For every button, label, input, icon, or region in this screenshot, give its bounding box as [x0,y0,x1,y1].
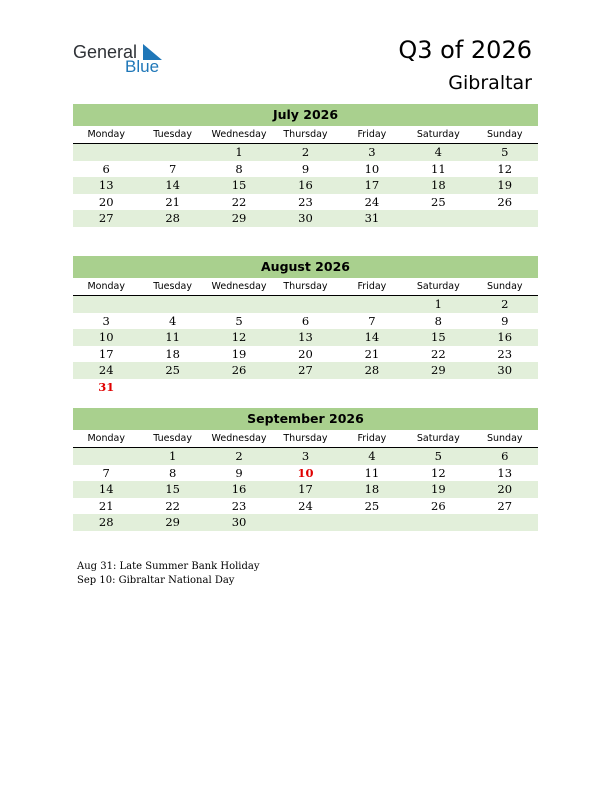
weekday-label: Friday [357,129,387,140]
day-cell: 1 [235,145,243,159]
day-cell: 11 [431,161,446,176]
month-title: September 2026 [73,408,538,430]
day-cell: 26 [431,498,446,513]
day-cell: 14 [98,482,114,496]
day-cell: 31 [364,211,380,225]
day-cell [206,296,272,313]
holiday-note: Aug 31: Late Summer Bank Holiday [77,561,260,572]
weekday-label: Wednesday [211,281,267,292]
day-cell: 3 [102,313,110,328]
week-row [73,448,538,465]
day-cell: 2 [235,449,243,463]
day-cell: 17 [98,346,114,361]
day-cell: 4 [368,449,376,463]
day-cell: 26 [497,194,513,209]
generalblue-logo [73,42,173,78]
day-cell: 28 [98,515,114,529]
weekday-label: Wednesday [211,433,267,444]
week-row [73,362,538,379]
week-row [73,296,538,313]
day-cell: 9 [301,161,310,176]
day-cell: 21 [165,194,180,209]
day-cell: 29 [165,515,180,529]
day-cell: 19 [497,178,513,192]
day-cell: 4 [434,145,442,159]
day-cell: 24 [98,363,114,377]
week-row [73,514,538,531]
weekday-label: Monday [87,281,125,292]
day-cell: 7 [102,465,110,480]
day-cell: 30 [298,211,313,225]
weekday-label: Sunday [486,433,523,444]
week-row [73,346,538,363]
weekday-label: Saturday [416,129,460,140]
week-row [73,144,538,161]
month-title: July 2026 [73,104,538,126]
day-cell: 30 [497,363,513,377]
weekday-header-row [73,126,538,144]
day-cell [139,379,205,396]
day-cell: 26 [231,363,247,377]
weekday-label: Tuesday [153,433,192,444]
day-cell: 1 [434,297,442,311]
day-cell [73,296,139,313]
day-cell [405,210,471,227]
day-cell: 8 [434,313,442,328]
weekday-label: Saturday [416,433,460,444]
day-cell: 12 [497,161,513,176]
week-row [73,161,538,178]
day-cell [339,514,405,531]
day-cell: 25 [165,363,180,377]
day-cell: 3 [368,145,376,159]
day-cell: 10 [364,161,380,176]
weekday-label: Thursday [283,129,328,140]
month-calendar-september [73,408,538,531]
month-title: August 2026 [73,256,538,278]
day-cell [272,296,338,313]
holiday-day-cell: 31 [98,379,115,394]
weekday-label: Sunday [486,281,523,292]
logo-text-general: General [73,42,138,62]
day-cell: 25 [364,498,380,513]
day-cell: 6 [102,161,110,176]
day-cell [206,379,272,396]
holiday-note: Sep 10: Gibraltar National Day [77,574,235,586]
holiday-day-cell: 10 [297,465,314,480]
day-cell: 9 [235,465,243,480]
weekday-label: Saturday [416,281,460,292]
day-cell: 8 [168,465,177,480]
weekday-label: Friday [357,281,387,292]
day-cell: 5 [434,449,442,463]
day-cell: 27 [98,211,114,225]
day-cell: 8 [235,161,243,176]
week-row [73,329,538,346]
day-cell: 28 [364,363,380,377]
week-row [73,177,538,194]
day-cell: 13 [497,465,513,480]
day-cell: 18 [165,346,180,361]
day-cell: 30 [231,515,247,529]
day-cell: 11 [364,465,380,480]
week-row [73,498,538,515]
day-cell: 13 [298,330,313,344]
day-cell: 29 [431,363,446,377]
week-row [73,194,538,211]
week-row [73,481,538,498]
weekday-header-row [73,278,538,296]
weekday-label: Thursday [283,281,328,292]
day-cell: 12 [231,330,247,344]
day-cell: 11 [165,330,180,344]
day-cell [405,379,471,396]
day-cell: 21 [98,498,114,513]
day-cell: 14 [364,330,380,344]
week-row [73,379,538,396]
day-cell: 22 [165,498,180,513]
day-cell [73,144,139,161]
day-cell: 29 [231,211,247,225]
day-cell: 6 [501,449,509,463]
day-cell: 18 [364,482,380,496]
day-cell: 9 [501,313,509,328]
day-cell: 19 [431,482,446,496]
day-cell: 1 [168,449,177,463]
holiday-notes [77,560,260,587]
day-cell [472,379,538,396]
day-cell: 3 [301,449,310,463]
day-cell: 27 [298,363,313,377]
weekday-label: Tuesday [153,129,192,140]
day-cell: 22 [431,346,446,361]
day-cell: 15 [231,178,247,192]
day-cell: 27 [497,498,513,513]
day-cell [339,296,405,313]
day-cell: 2 [501,297,509,311]
day-cell: 24 [298,498,313,513]
day-cell: 14 [165,178,180,192]
day-cell: 13 [98,178,114,192]
day-cell [139,296,205,313]
day-cell: 16 [298,178,313,192]
day-cell [73,448,139,465]
month-calendar-july [73,104,538,227]
weekday-label: Tuesday [153,281,192,292]
weekday-label: Wednesday [211,129,267,140]
day-cell [405,514,471,531]
day-cell: 22 [231,194,247,209]
day-cell: 17 [364,178,380,192]
day-cell [472,514,538,531]
day-cell: 4 [168,313,177,328]
weekday-header-row [73,430,538,448]
day-cell: 28 [165,211,180,225]
day-cell: 20 [497,482,513,496]
logo-text-blue: Blue [125,57,160,76]
weekday-label: Monday [87,129,125,140]
day-cell: 5 [501,145,509,159]
day-cell: 15 [431,330,446,344]
day-cell: 7 [168,161,177,176]
day-cell [272,379,338,396]
weekday-label: Sunday [486,129,523,140]
day-cell: 7 [368,313,376,328]
day-cell [139,144,205,161]
weekday-label: Friday [357,433,387,444]
day-cell [272,514,338,531]
day-cell: 16 [497,330,513,344]
weekday-label: Monday [87,433,125,444]
weekday-label: Thursday [283,433,328,444]
day-cell: 12 [431,465,446,480]
day-cell: 21 [364,346,380,361]
day-cell: 17 [298,482,313,496]
day-cell: 23 [497,346,513,361]
month-calendar-august [73,256,538,395]
page-subtitle: Gibraltar [448,72,532,94]
day-cell: 2 [301,145,310,159]
week-row [73,210,538,227]
day-cell [339,379,405,396]
day-cell: 10 [98,330,114,344]
day-cell: 18 [431,178,446,192]
day-cell: 16 [231,482,247,496]
day-cell: 20 [298,346,313,361]
day-cell: 23 [231,498,247,513]
day-cell: 15 [165,482,180,496]
day-cell: 20 [98,194,114,209]
day-cell: 25 [431,194,446,209]
day-cell: 24 [364,194,380,209]
day-cell: 19 [231,346,247,361]
week-row [73,313,538,330]
day-cell: 23 [298,194,313,209]
week-row [73,465,538,482]
day-cell: 5 [235,313,243,328]
day-cell [472,210,538,227]
page-title: Q3 of 2026 [398,36,532,64]
day-cell: 6 [301,313,310,328]
